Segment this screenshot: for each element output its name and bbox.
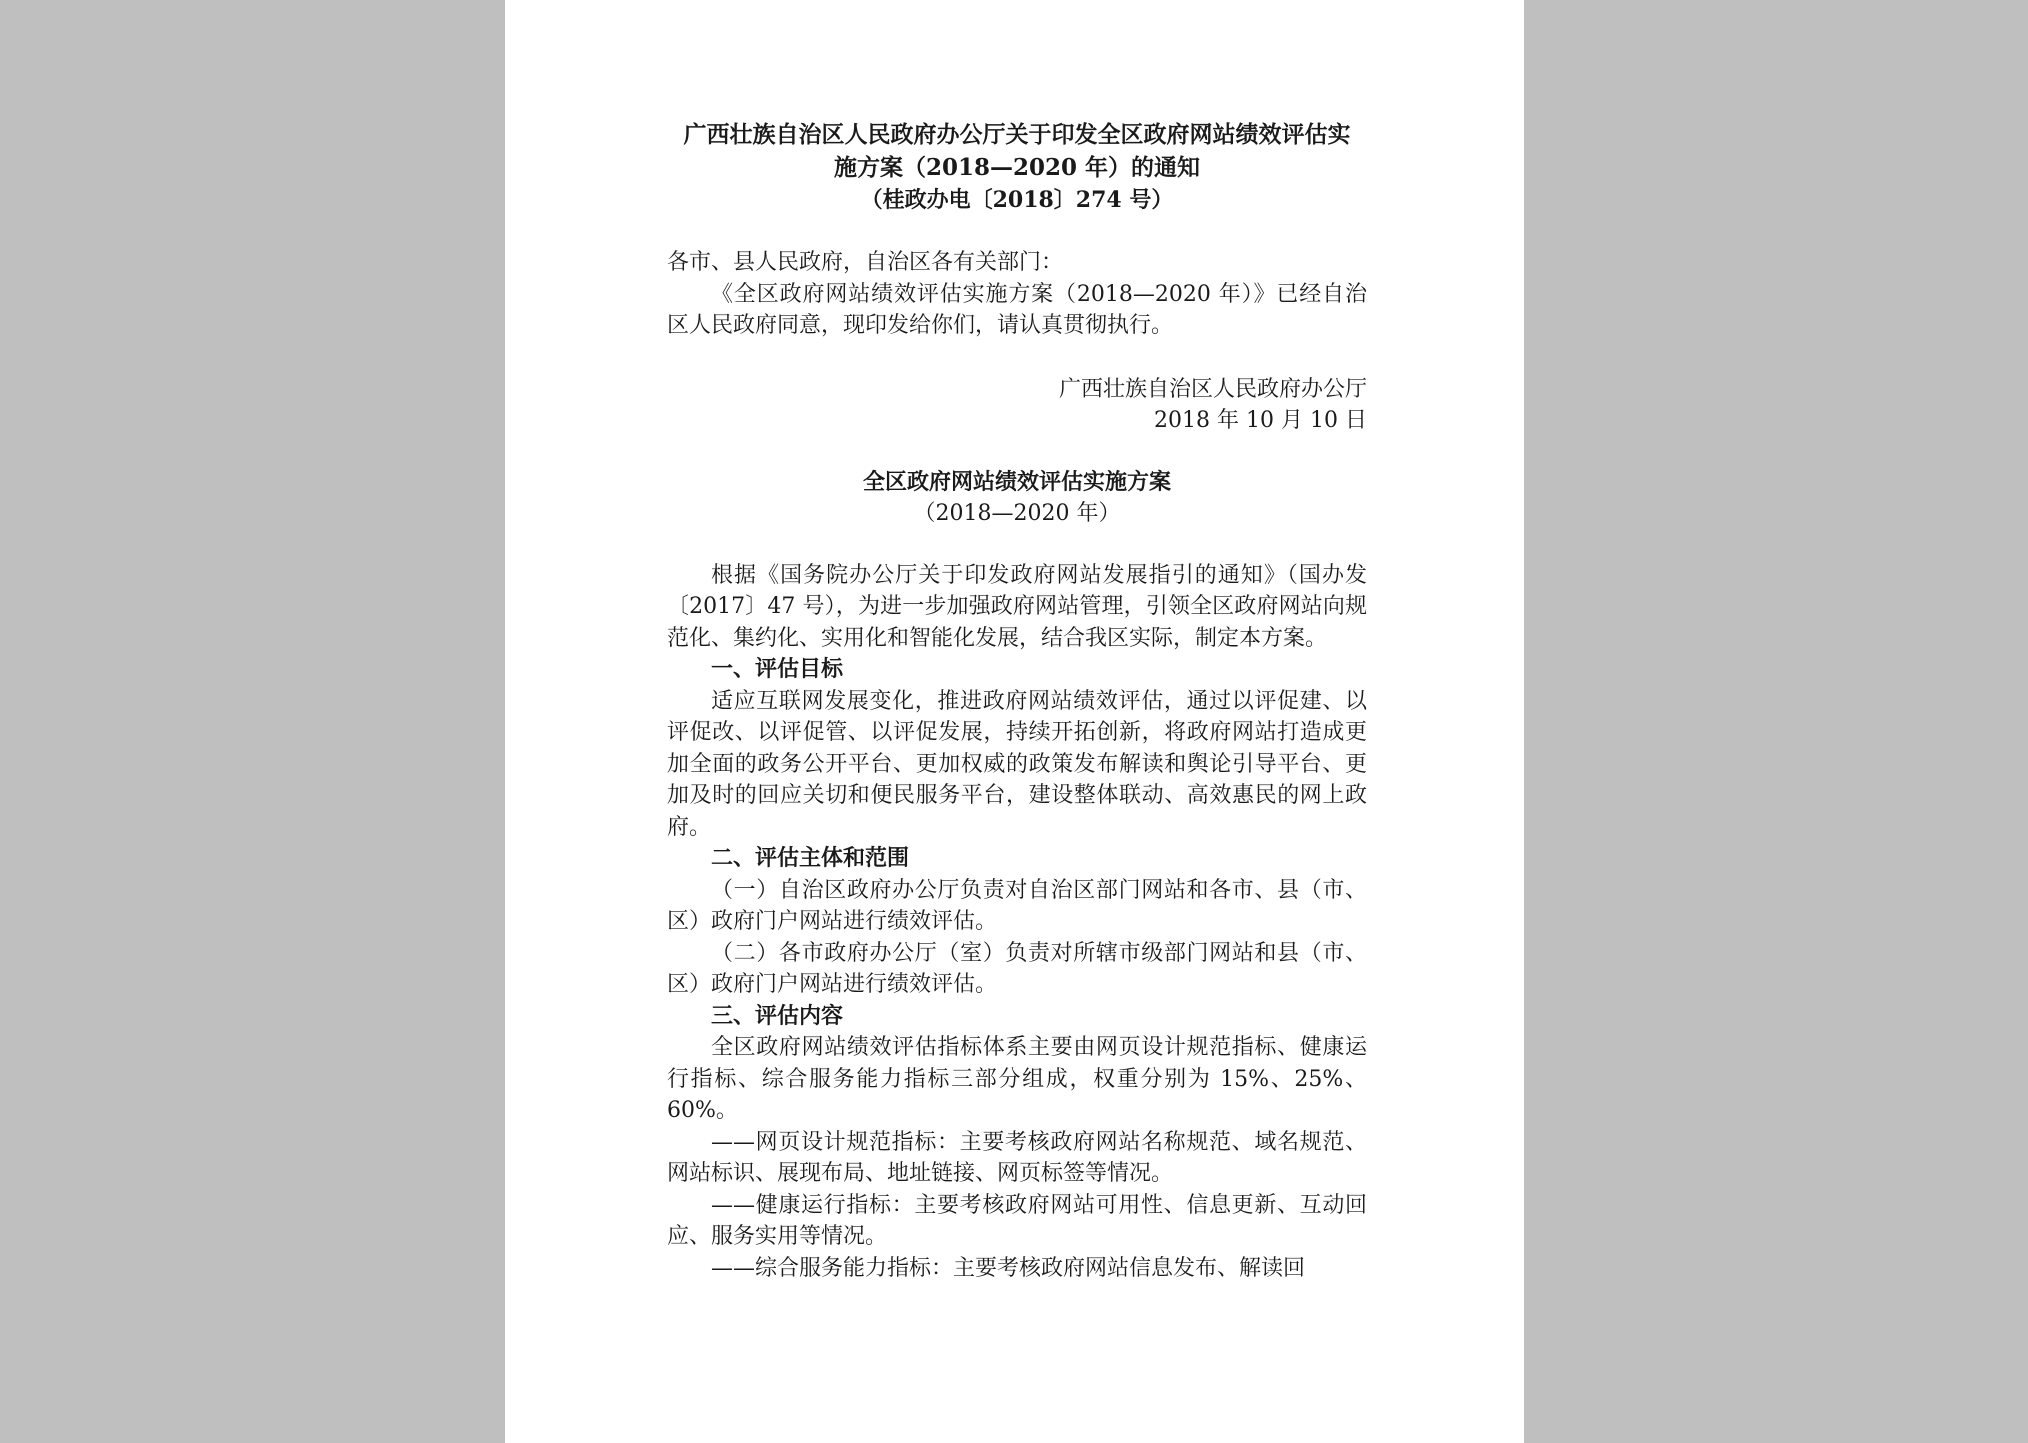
- issue-date: 2018 年 10 月 10 日: [1154, 408, 1367, 433]
- section3-heading: 三、评估内容: [711, 1002, 844, 1029]
- page-content: [667, 118, 1367, 1284]
- spacer: [667, 437, 1367, 467]
- issuer: 广西壮族自治区人民政府办公厅: [1058, 376, 1367, 402]
- notice-title-line2: 施方案（2018—2020 年）的通知: [833, 154, 1201, 181]
- notice-title-line1: 广西壮族自治区人民政府办公厅关于印发全区政府网站绩效评估实: [683, 121, 1351, 148]
- section2-item2: （二）各市政府办公厅（室）负责对所辖市级部门网站和县（市、区）政府门户网站进行绩效评估。: [667, 940, 1367, 997]
- document-number: （桂政办电〔2018〕274 号）: [860, 187, 1174, 213]
- document-page: [505, 0, 1524, 1443]
- section3-item2: ——健康运行指标：主要考核政府网站可用性、信息更新、互动回应、服务实用等情况。: [667, 1192, 1367, 1249]
- section3-item3: ——综合服务能力指标：主要考核政府网站信息发布、解读回: [711, 1255, 1306, 1281]
- section1-heading: 一、评估目标: [711, 656, 844, 682]
- plan-title: 全区政府网站绩效评估实施方案: [862, 468, 1171, 495]
- spacer: [667, 530, 1367, 560]
- section1-paragraph: 适应互联网发展变化，推进政府网站绩效评估，通过以评促建、以评促改、以评促管、以评促发展，持续开拓创新，将政府网站打造成更加全面的政务公开平台、更加权威的政策发布解读和舆论引导平台、更加及时的回应关切和便民服务平台，建设整体联动、高效惠民的网上政府。: [667, 688, 1367, 840]
- plan-subtitle: （2018—2020 年）: [913, 501, 1121, 526]
- section3-item1: ——网页设计规范指标：主要考核政府网站名称规范、域名规范、网站标识、展现布局、地址链接、网页标签等情况。: [667, 1129, 1367, 1186]
- section2-item1: （一）自治区政府办公厅负责对自治区部门网站和各市、县（市、区）政府门户网站进行绩效评估。: [667, 877, 1367, 934]
- spacer: [667, 217, 1367, 247]
- salutation: 各市、县人民政府，自治区各有关部门：: [667, 250, 1064, 275]
- section2-heading: 二、评估主体和范围: [711, 845, 910, 871]
- intro-paragraph: 《全区政府网站绩效评估实施方案（2018—2020 年）》已经自治区人民政府同意，现印发给你们，请认真贯彻执行。: [667, 281, 1367, 338]
- spacer: [667, 342, 1367, 374]
- preamble-paragraph: 根据《国务院办公厅关于印发政府网站发展指引的通知》（国办发〔2017〕47 号），为进一步加强政府网站管理，引领全区政府网站向规范化、集约化、实用化和智能化发展，结合我区实际，制定本方案。: [667, 562, 1367, 651]
- section3-paragraph: 全区政府网站绩效评估指标体系主要由网页设计规范指标、健康运行指标、综合服务能力指标三部分组成，权重分别为 15%、25%、60%。: [667, 1035, 1367, 1123]
